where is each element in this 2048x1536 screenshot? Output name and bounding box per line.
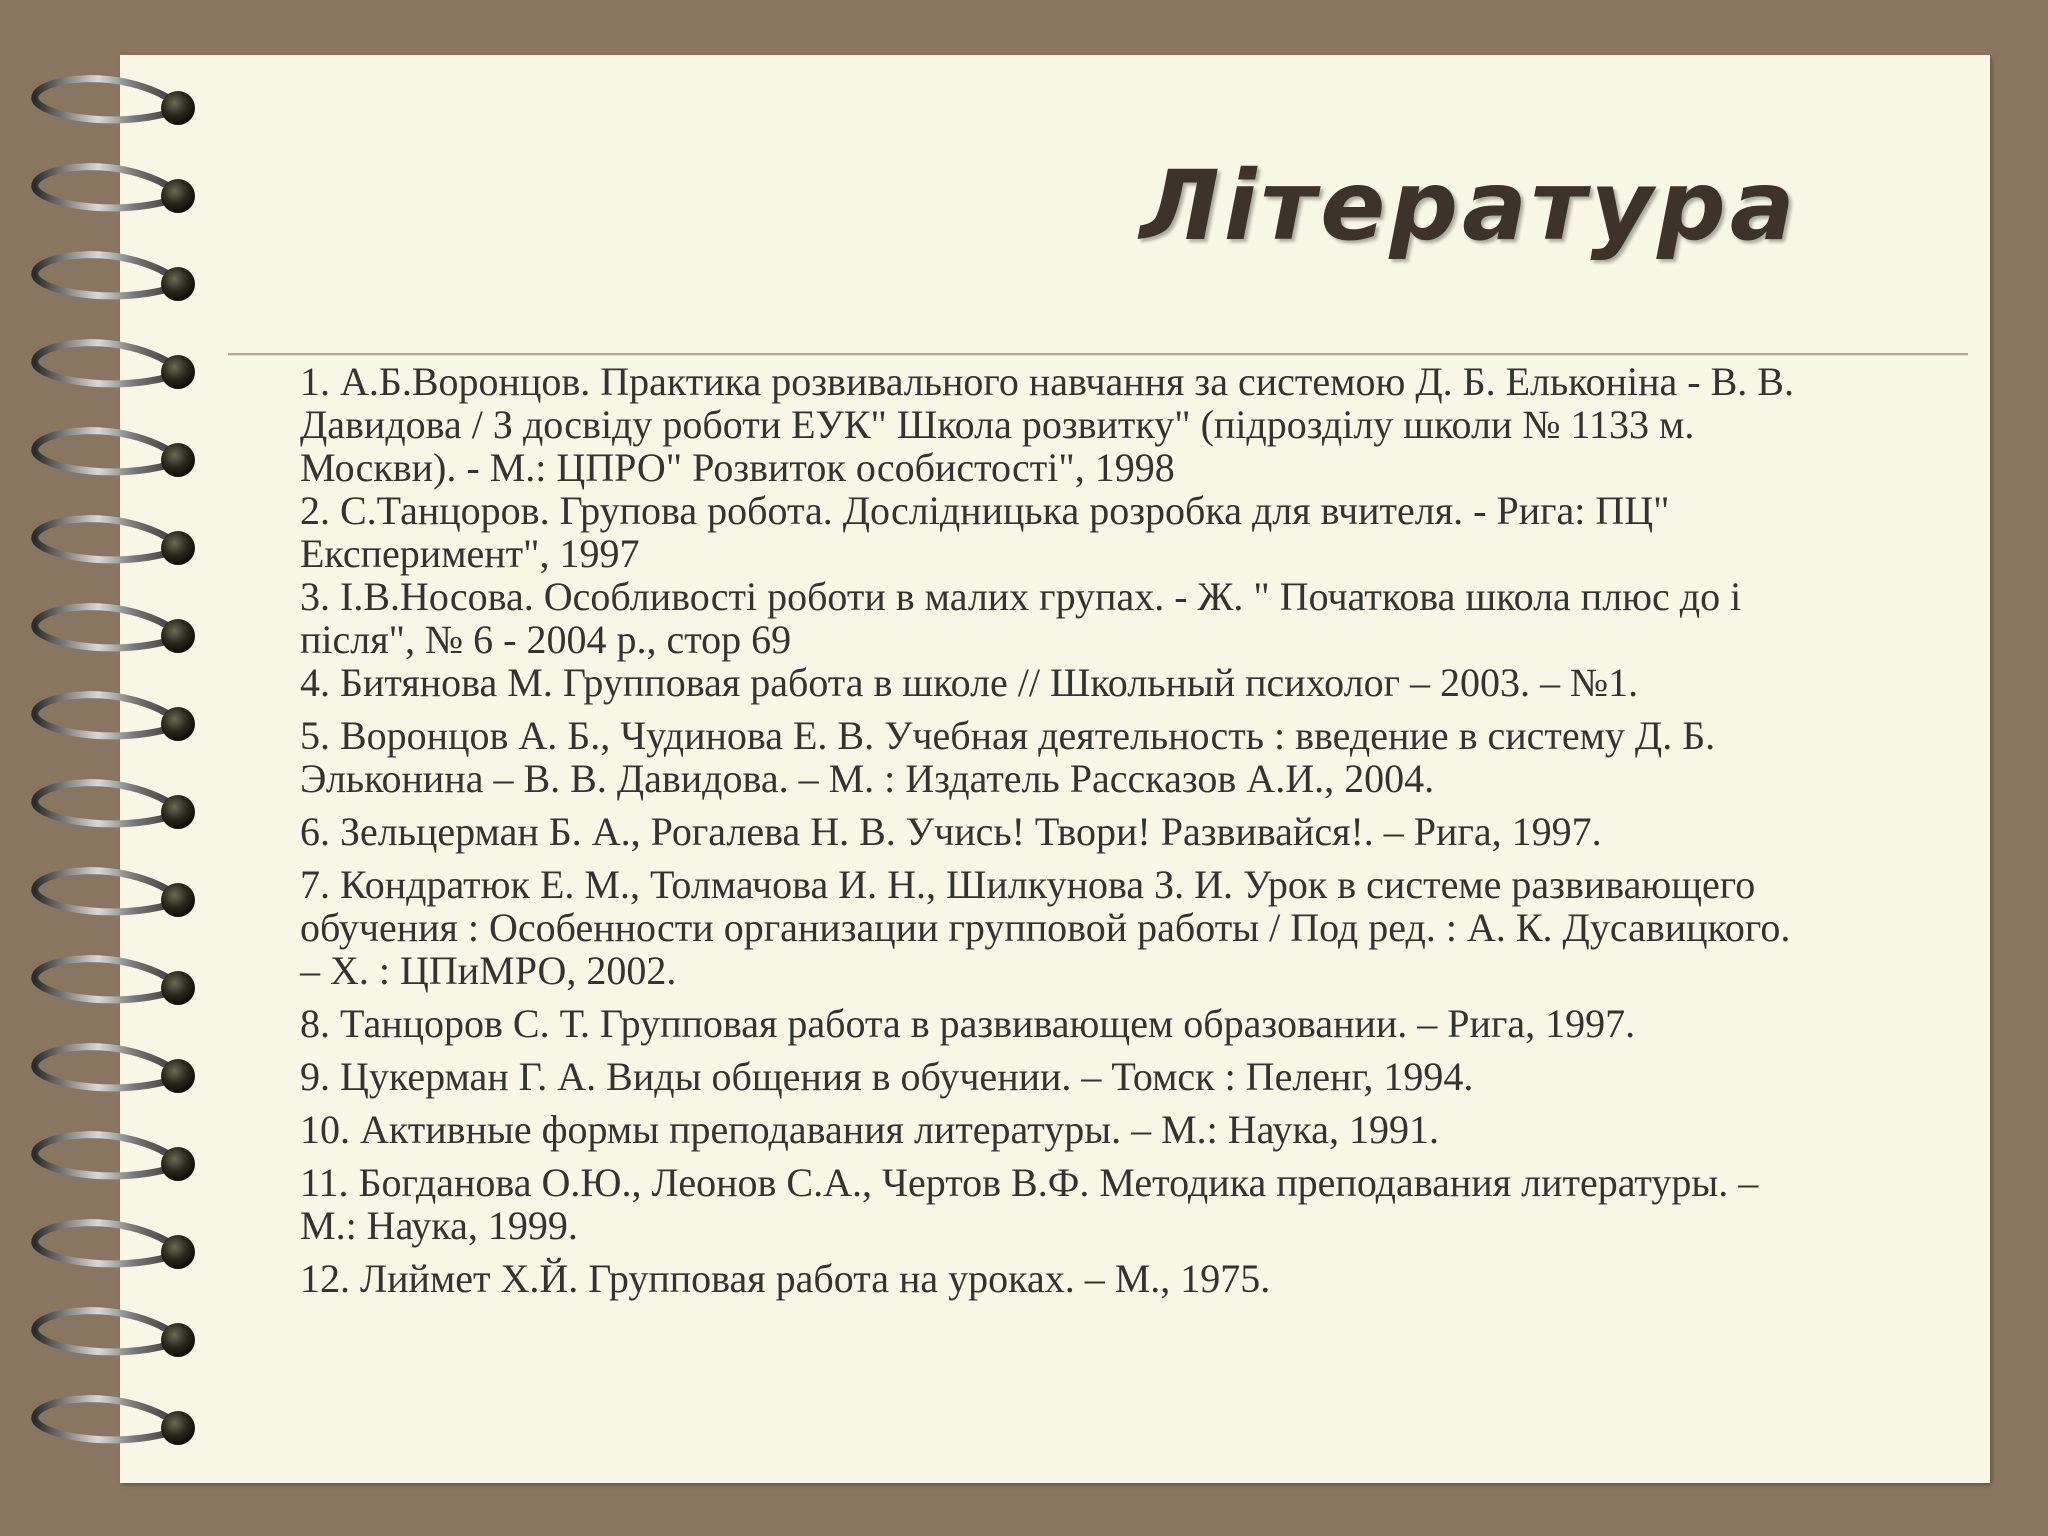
reference-line: 4. Битянова М. Групповая работа в школе // Школьный психолог – 2003. – №1. (300, 660, 1639, 705)
reference-line: 8. Танцоров С. Т. Групповая работа в развивающем образовании. – Рига, 1997. (300, 1001, 1636, 1046)
reference-line: – Х. : ЦПиМРО, 2002. (300, 948, 677, 993)
reference-line: 7. Кондратюк Е. М., Толмачова И. Н., Шилкунова З. И. Урок в системе развивающего (300, 862, 1756, 907)
reference-line: Москви). - М.: ЦПРО" Розвиток особистості", 1998 (300, 445, 1175, 490)
reference-line: М.: Наука, 1999. (300, 1203, 578, 1248)
reference-item (220, 1055, 1990, 1098)
title-divider (228, 353, 1968, 355)
reference-line: 10. Активные формы преподавания литературы. – М.: Наука, 1991. (300, 1107, 1439, 1152)
reference-line: 1. А.Б.Воронцов. Практика розвивального навчання за системою Д. Б. Ельконіна - В. В. (300, 359, 1794, 404)
reference-line: 12. Лиймет Х.Й. Групповая работа на уроках. – М., 1975. (300, 1256, 1271, 1301)
reference-line: 5. Воронцов А. Б., Чудинова Е. В. Учебная деятельность : введение в систему Д. Б. (300, 713, 1716, 758)
reference-line: Давидова / З досвіду роботи ЕУК" Школа розвитку" (підрозділу школи № 1133 м. (300, 402, 1695, 447)
reference-item (220, 360, 1990, 704)
reference-line: обучения : Особенности организации групповой работы / Под ред. : А. К. Дусавицкого. (300, 905, 1791, 950)
reference-item (220, 1002, 1990, 1045)
reference-item (220, 810, 1990, 853)
reference-line: після", № 6 - 2004 р., стор 69 (300, 617, 792, 662)
reference-line: 6. Зельцерман Б. А., Рогалева Н. В. Учись! Твори! Развивайся!. – Рига, 1997. (300, 809, 1602, 854)
reference-line: Експеримент", 1997 (300, 531, 640, 576)
reference-list (220, 360, 1990, 1310)
reference-line: 3. І.В.Носова. Особливості роботи в малих групах. - Ж. " Початкова школа плюс до і (300, 574, 1742, 619)
reference-line: Эльконина – В. В. Давидова. – М. : Издатель Рассказов А.И., 2004. (300, 756, 1435, 801)
reference-item (220, 863, 1990, 992)
reference-line: 11. Богданова О.Ю., Леонов С.А., Чертов В.Ф. Методика преподавания литературы. – (300, 1160, 1759, 1205)
reference-item (220, 1108, 1990, 1151)
reference-item (220, 1257, 1990, 1300)
reference-item (220, 1161, 1990, 1247)
slide-title: Література (1140, 150, 1799, 262)
reference-line: 9. Цукерман Г. А. Виды общения в обучении. – Томск : Пеленг, 1994. (300, 1054, 1474, 1099)
reference-item (220, 714, 1990, 800)
reference-line: 2. С.Танцоров. Групова робота. Дослідницька розробка для вчителя. - Рига: ПЦ" (300, 488, 1670, 533)
